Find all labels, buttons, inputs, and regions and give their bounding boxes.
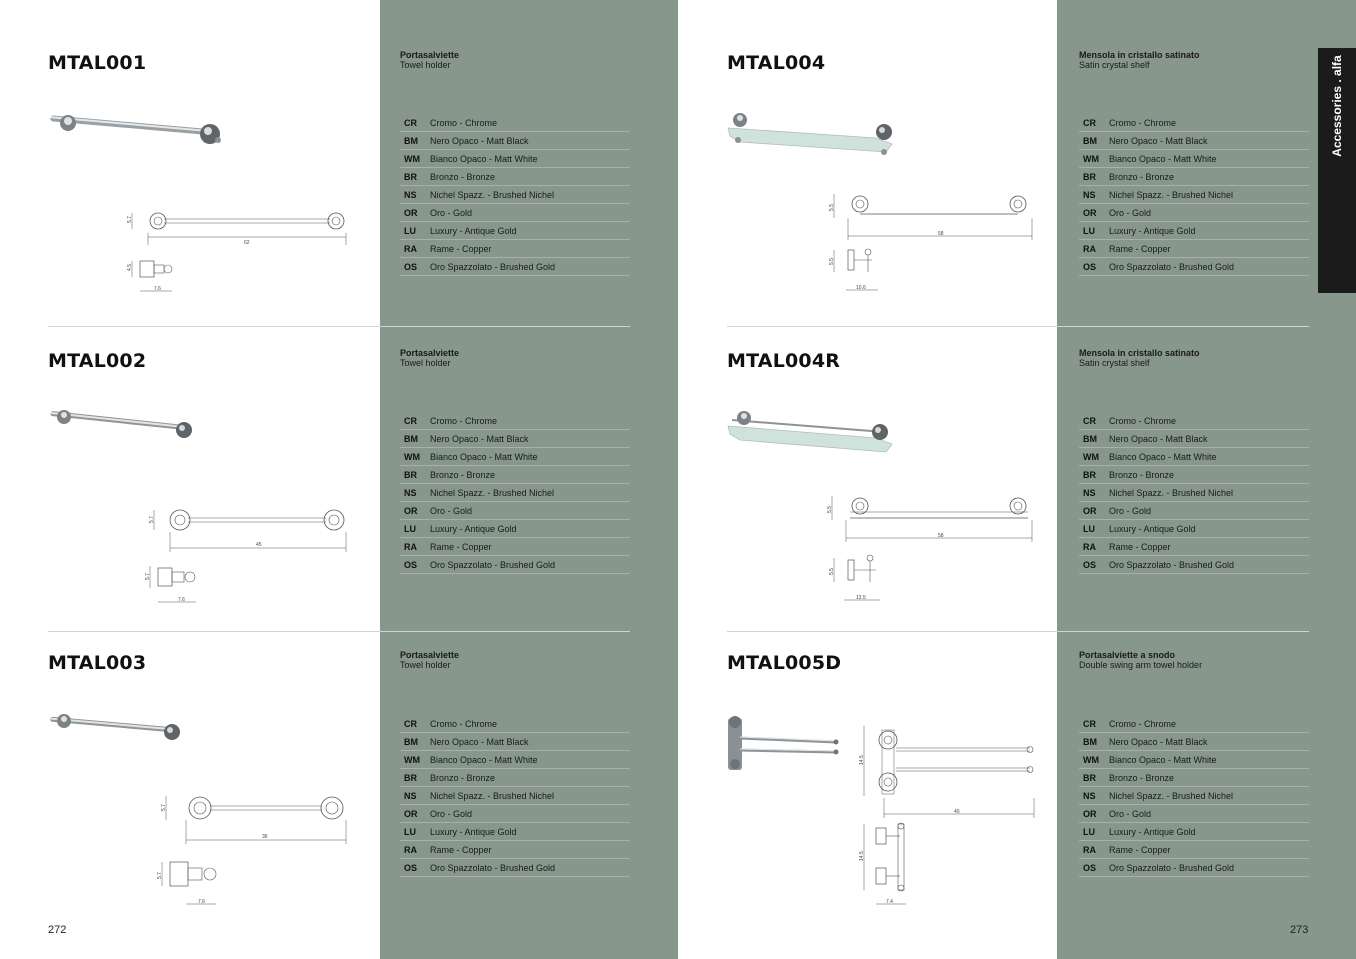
product-photo bbox=[48, 108, 228, 152]
product-code: MTAL004 bbox=[727, 52, 826, 74]
finish-name: Cromo - Chrome bbox=[430, 415, 498, 426]
product-photo bbox=[726, 712, 842, 772]
description-en: Towel holder bbox=[400, 358, 451, 368]
finish-code: WM bbox=[1083, 451, 1099, 462]
finish-row bbox=[1079, 186, 1309, 204]
finish-name: Oro Spazzolato - Brushed Gold bbox=[1109, 559, 1235, 570]
finish-row bbox=[1079, 769, 1309, 787]
finish-code: OS bbox=[1083, 261, 1097, 272]
dimension-label: 5.7 bbox=[127, 216, 133, 223]
dimension-label: 12.5 bbox=[856, 595, 866, 601]
finish-code: CR bbox=[1083, 117, 1096, 128]
dimension-label: 7.6 bbox=[154, 286, 161, 292]
finish-name: Nichel Spazz. - Brushed Nichel bbox=[430, 487, 555, 498]
finish-code: OS bbox=[404, 261, 418, 272]
finish-code: LU bbox=[404, 826, 416, 837]
product-photo bbox=[726, 110, 898, 160]
dimension-label: 5.7 bbox=[157, 872, 163, 879]
finish-row bbox=[400, 715, 630, 733]
finish-row bbox=[1079, 204, 1309, 222]
finish-name: Luxury - Antique Gold bbox=[1109, 225, 1196, 236]
finish-name: Bianco Opaco - Matt White bbox=[430, 153, 538, 164]
finish-code: OS bbox=[1083, 559, 1097, 570]
finish-row bbox=[1079, 520, 1309, 538]
dimension-label: 45 bbox=[256, 542, 262, 548]
finish-name: Nero Opaco - Matt Black bbox=[430, 736, 529, 747]
finish-name: Cromo - Chrome bbox=[1109, 117, 1177, 128]
finish-name: Luxury - Antique Gold bbox=[430, 225, 517, 236]
finish-name: Cromo - Chrome bbox=[430, 718, 498, 729]
description-it: Mensola in cristallo satinato bbox=[1079, 50, 1200, 60]
finish-code: RA bbox=[404, 541, 417, 552]
finish-code: BR bbox=[404, 171, 417, 182]
finish-code: OS bbox=[404, 559, 418, 570]
finish-name: Nichel Spazz. - Brushed Nichel bbox=[1109, 189, 1234, 200]
finish-name: Nero Opaco - Matt Black bbox=[1109, 736, 1208, 747]
description-it: Portasalviette bbox=[400, 50, 460, 60]
finish-row bbox=[400, 841, 630, 859]
finish-code: RA bbox=[404, 243, 417, 254]
dimension-label: 10.6 bbox=[856, 285, 866, 291]
dimension-label: 5.5 bbox=[827, 506, 833, 513]
finish-name: Oro Spazzolato - Brushed Gold bbox=[1109, 862, 1235, 873]
technical-drawing bbox=[124, 205, 354, 300]
finish-code: OS bbox=[1083, 862, 1097, 873]
finish-name: Oro Spazzolato - Brushed Gold bbox=[430, 559, 556, 570]
finish-row bbox=[1079, 823, 1309, 841]
finish-list bbox=[1079, 715, 1309, 877]
finish-code: LU bbox=[1083, 826, 1095, 837]
finish-name: Bronzo - Bronze bbox=[430, 772, 496, 783]
finish-row bbox=[1079, 484, 1309, 502]
dimension-label: 14.5 bbox=[859, 851, 865, 861]
finish-row bbox=[1079, 805, 1309, 823]
finish-row bbox=[1079, 448, 1309, 466]
dimension-label: 5.5 bbox=[829, 568, 835, 575]
finish-code: WM bbox=[404, 153, 420, 164]
product-row bbox=[678, 326, 1356, 632]
finish-code: WM bbox=[404, 754, 420, 765]
finish-code: BR bbox=[1083, 171, 1096, 182]
finish-name: Nero Opaco - Matt Black bbox=[430, 135, 529, 146]
finish-row bbox=[400, 769, 630, 787]
finish-code: LU bbox=[404, 523, 416, 534]
finish-name: Oro Spazzolato - Brushed Gold bbox=[1109, 261, 1235, 272]
finish-name: Luxury - Antique Gold bbox=[1109, 523, 1196, 534]
product-photo bbox=[726, 406, 896, 462]
dimension-label: 62 bbox=[244, 240, 250, 246]
dimension-label: 58 bbox=[938, 231, 944, 237]
dimension-label: 7.4 bbox=[886, 899, 893, 905]
finish-row bbox=[400, 150, 630, 168]
finish-row bbox=[400, 168, 630, 186]
finish-name: Bronzo - Bronze bbox=[430, 171, 496, 182]
finish-list bbox=[1079, 412, 1309, 574]
finish-code: BR bbox=[1083, 772, 1096, 783]
finish-code: NS bbox=[1083, 189, 1096, 200]
finish-code: OR bbox=[1083, 808, 1097, 819]
finish-row bbox=[1079, 150, 1309, 168]
catalog-page-right bbox=[678, 0, 1356, 959]
finish-name: Rame - Copper bbox=[1109, 541, 1171, 552]
finish-name: Oro - Gold bbox=[1109, 808, 1152, 819]
finish-row bbox=[1079, 538, 1309, 556]
finish-name: Bianco Opaco - Matt White bbox=[1109, 451, 1217, 462]
finish-row bbox=[1079, 859, 1309, 877]
finish-row bbox=[1079, 168, 1309, 186]
product-row bbox=[0, 326, 678, 632]
technical-drawing bbox=[818, 190, 1038, 300]
finish-name: Nichel Spazz. - Brushed Nichel bbox=[1109, 790, 1234, 801]
description-en: Towel holder bbox=[400, 660, 451, 670]
product-row bbox=[0, 0, 678, 326]
finish-name: Oro Spazzolato - Brushed Gold bbox=[430, 862, 556, 873]
finish-code: BM bbox=[404, 433, 418, 444]
finish-row bbox=[400, 132, 630, 150]
finish-code: OR bbox=[404, 505, 418, 516]
page-number: 273 bbox=[1290, 924, 1309, 936]
finish-row bbox=[400, 258, 630, 276]
finish-code: CR bbox=[404, 415, 417, 426]
finish-row bbox=[400, 556, 630, 574]
finish-name: Cromo - Chrome bbox=[1109, 415, 1177, 426]
finish-code: WM bbox=[1083, 754, 1099, 765]
finish-name: Oro - Gold bbox=[430, 505, 473, 516]
finish-name: Oro Spazzolato - Brushed Gold bbox=[430, 261, 556, 272]
finish-list bbox=[400, 114, 630, 276]
description-it: Portasalviette bbox=[400, 650, 460, 660]
finish-name: Bronzo - Bronze bbox=[430, 469, 496, 480]
finish-code: LU bbox=[1083, 523, 1095, 534]
finish-name: Rame - Copper bbox=[430, 844, 492, 855]
description-it: Portasalviette a snodo bbox=[1079, 650, 1176, 660]
finish-code: BR bbox=[1083, 469, 1096, 480]
dimension-label: 5.7 bbox=[161, 804, 167, 811]
dimension-label: 5.5 bbox=[829, 258, 835, 265]
finish-row bbox=[400, 484, 630, 502]
finish-row bbox=[400, 520, 630, 538]
product-description bbox=[1079, 650, 1202, 670]
finish-list bbox=[400, 412, 630, 574]
finish-name: Oro - Gold bbox=[1109, 207, 1152, 218]
finish-code: OR bbox=[404, 207, 418, 218]
finish-row bbox=[400, 787, 630, 805]
finish-row bbox=[1079, 240, 1309, 258]
finish-row bbox=[1079, 841, 1309, 859]
finish-name: Cromo - Chrome bbox=[1109, 718, 1177, 729]
finish-row bbox=[1079, 715, 1309, 733]
finish-row bbox=[1079, 787, 1309, 805]
finish-name: Rame - Copper bbox=[1109, 243, 1171, 254]
product-code: MTAL001 bbox=[48, 52, 147, 74]
dimension-label: 5.7 bbox=[145, 573, 151, 580]
finish-row bbox=[1079, 114, 1309, 132]
finish-code: CR bbox=[404, 117, 417, 128]
product-description bbox=[1079, 348, 1200, 368]
finish-row bbox=[1079, 258, 1309, 276]
finish-code: NS bbox=[404, 790, 417, 801]
finish-name: Luxury - Antique Gold bbox=[430, 523, 517, 534]
finish-code: CR bbox=[404, 718, 417, 729]
finish-code: NS bbox=[1083, 790, 1096, 801]
finish-name: Nero Opaco - Matt Black bbox=[430, 433, 529, 444]
finish-row bbox=[1079, 222, 1309, 240]
product-code: MTAL002 bbox=[48, 350, 147, 372]
finish-row bbox=[400, 466, 630, 484]
description-en: Satin crystal shelf bbox=[1079, 60, 1150, 70]
finish-name: Rame - Copper bbox=[1109, 844, 1171, 855]
finish-code: CR bbox=[1083, 718, 1096, 729]
finish-row bbox=[1079, 556, 1309, 574]
finish-name: Bronzo - Bronze bbox=[1109, 469, 1175, 480]
dimension-label: 5.7 bbox=[149, 516, 155, 523]
finish-code: BM bbox=[1083, 736, 1097, 747]
finish-code: BR bbox=[404, 469, 417, 480]
finish-name: Rame - Copper bbox=[430, 541, 492, 552]
product-description bbox=[400, 50, 459, 70]
dimension-label: 36 bbox=[262, 834, 268, 840]
page-number: 272 bbox=[48, 924, 67, 936]
finish-row bbox=[400, 412, 630, 430]
finish-row bbox=[400, 859, 630, 877]
description-it: Portasalviette bbox=[400, 348, 460, 358]
finish-code: BM bbox=[404, 135, 418, 146]
finish-row bbox=[400, 448, 630, 466]
finish-code: OR bbox=[1083, 207, 1097, 218]
finish-name: Bianco Opaco - Matt White bbox=[430, 754, 538, 765]
finish-row bbox=[1079, 132, 1309, 150]
dimension-label: 7.6 bbox=[198, 899, 205, 905]
finish-code: CR bbox=[1083, 415, 1096, 426]
finish-name: Nichel Spazz. - Brushed Nichel bbox=[1109, 487, 1234, 498]
product-code: MTAL004R bbox=[727, 350, 841, 372]
finish-name: Nichel Spazz. - Brushed Nichel bbox=[430, 189, 555, 200]
finish-row bbox=[400, 430, 630, 448]
finish-code: OS bbox=[404, 862, 418, 873]
finish-code: NS bbox=[1083, 487, 1096, 498]
dimension-label: 4.5 bbox=[127, 264, 133, 271]
product-description bbox=[400, 650, 459, 670]
finish-code: NS bbox=[404, 189, 417, 200]
product-code: MTAL003 bbox=[48, 652, 147, 674]
finish-code: BM bbox=[1083, 433, 1097, 444]
finish-code: BM bbox=[404, 736, 418, 747]
finish-code: BM bbox=[1083, 135, 1097, 146]
finish-code: LU bbox=[404, 225, 416, 236]
finish-name: Nero Opaco - Matt Black bbox=[1109, 433, 1208, 444]
finish-name: Oro - Gold bbox=[430, 808, 473, 819]
finish-row bbox=[400, 823, 630, 841]
dimension-label: 5.5 bbox=[829, 204, 835, 211]
finish-row bbox=[400, 751, 630, 769]
finish-code: WM bbox=[404, 451, 420, 462]
finish-code: OR bbox=[1083, 505, 1097, 516]
finish-row bbox=[400, 222, 630, 240]
product-description bbox=[1079, 50, 1200, 70]
finish-name: Bronzo - Bronze bbox=[1109, 772, 1175, 783]
finish-name: Oro - Gold bbox=[1109, 505, 1152, 516]
dimension-label: 58 bbox=[938, 533, 944, 539]
finish-row bbox=[400, 186, 630, 204]
finish-name: Bianco Opaco - Matt White bbox=[430, 451, 538, 462]
finish-code: RA bbox=[404, 844, 417, 855]
finish-list bbox=[400, 715, 630, 877]
description-en: Double swing arm towel holder bbox=[1079, 660, 1203, 670]
product-row bbox=[678, 632, 1356, 959]
description-en: Towel holder bbox=[400, 60, 451, 70]
product-photo bbox=[46, 710, 186, 746]
section-tab-label: Accessories . alfa bbox=[1330, 55, 1344, 157]
product-description bbox=[400, 348, 459, 368]
finish-row bbox=[400, 502, 630, 520]
product-photo bbox=[46, 406, 196, 446]
finish-name: Oro - Gold bbox=[430, 207, 473, 218]
finish-row bbox=[1079, 502, 1309, 520]
finish-code: LU bbox=[1083, 225, 1095, 236]
finish-code: NS bbox=[404, 487, 417, 498]
finish-name: Bianco Opaco - Matt White bbox=[1109, 153, 1217, 164]
finish-row bbox=[400, 538, 630, 556]
technical-drawing bbox=[140, 502, 355, 612]
description-en: Satin crystal shelf bbox=[1079, 358, 1150, 368]
finish-code: RA bbox=[1083, 243, 1096, 254]
product-code: MTAL005D bbox=[727, 652, 842, 674]
section-tab bbox=[1318, 48, 1356, 293]
finish-row bbox=[1079, 466, 1309, 484]
finish-name: Nichel Spazz. - Brushed Nichel bbox=[430, 790, 555, 801]
technical-drawing bbox=[820, 492, 1038, 608]
finish-row bbox=[400, 733, 630, 751]
finish-name: Nero Opaco - Matt Black bbox=[1109, 135, 1208, 146]
finish-row bbox=[400, 240, 630, 258]
product-row bbox=[678, 0, 1356, 326]
product-row bbox=[0, 632, 678, 959]
finish-row bbox=[1079, 733, 1309, 751]
finish-name: Rame - Copper bbox=[430, 243, 492, 254]
finish-row bbox=[400, 805, 630, 823]
finish-code: BR bbox=[404, 772, 417, 783]
finish-name: Bronzo - Bronze bbox=[1109, 171, 1175, 182]
dimension-label: 14.5 bbox=[859, 755, 865, 765]
finish-row bbox=[400, 204, 630, 222]
finish-row bbox=[1079, 751, 1309, 769]
dimension-label: 40 bbox=[954, 809, 960, 815]
finish-name: Luxury - Antique Gold bbox=[430, 826, 517, 837]
finish-name: Cromo - Chrome bbox=[430, 117, 498, 128]
finish-code: RA bbox=[1083, 844, 1096, 855]
finish-list bbox=[1079, 114, 1309, 276]
finish-code: OR bbox=[404, 808, 418, 819]
dimension-label: 7.6 bbox=[178, 597, 185, 603]
finish-code: RA bbox=[1083, 541, 1096, 552]
finish-row bbox=[1079, 430, 1309, 448]
finish-name: Bianco Opaco - Matt White bbox=[1109, 754, 1217, 765]
technical-drawing bbox=[854, 720, 1040, 916]
finish-row bbox=[400, 114, 630, 132]
finish-row bbox=[1079, 412, 1309, 430]
description-it: Mensola in cristallo satinato bbox=[1079, 348, 1200, 358]
finish-code: WM bbox=[1083, 153, 1099, 164]
finish-name: Luxury - Antique Gold bbox=[1109, 826, 1196, 837]
technical-drawing bbox=[150, 792, 355, 914]
